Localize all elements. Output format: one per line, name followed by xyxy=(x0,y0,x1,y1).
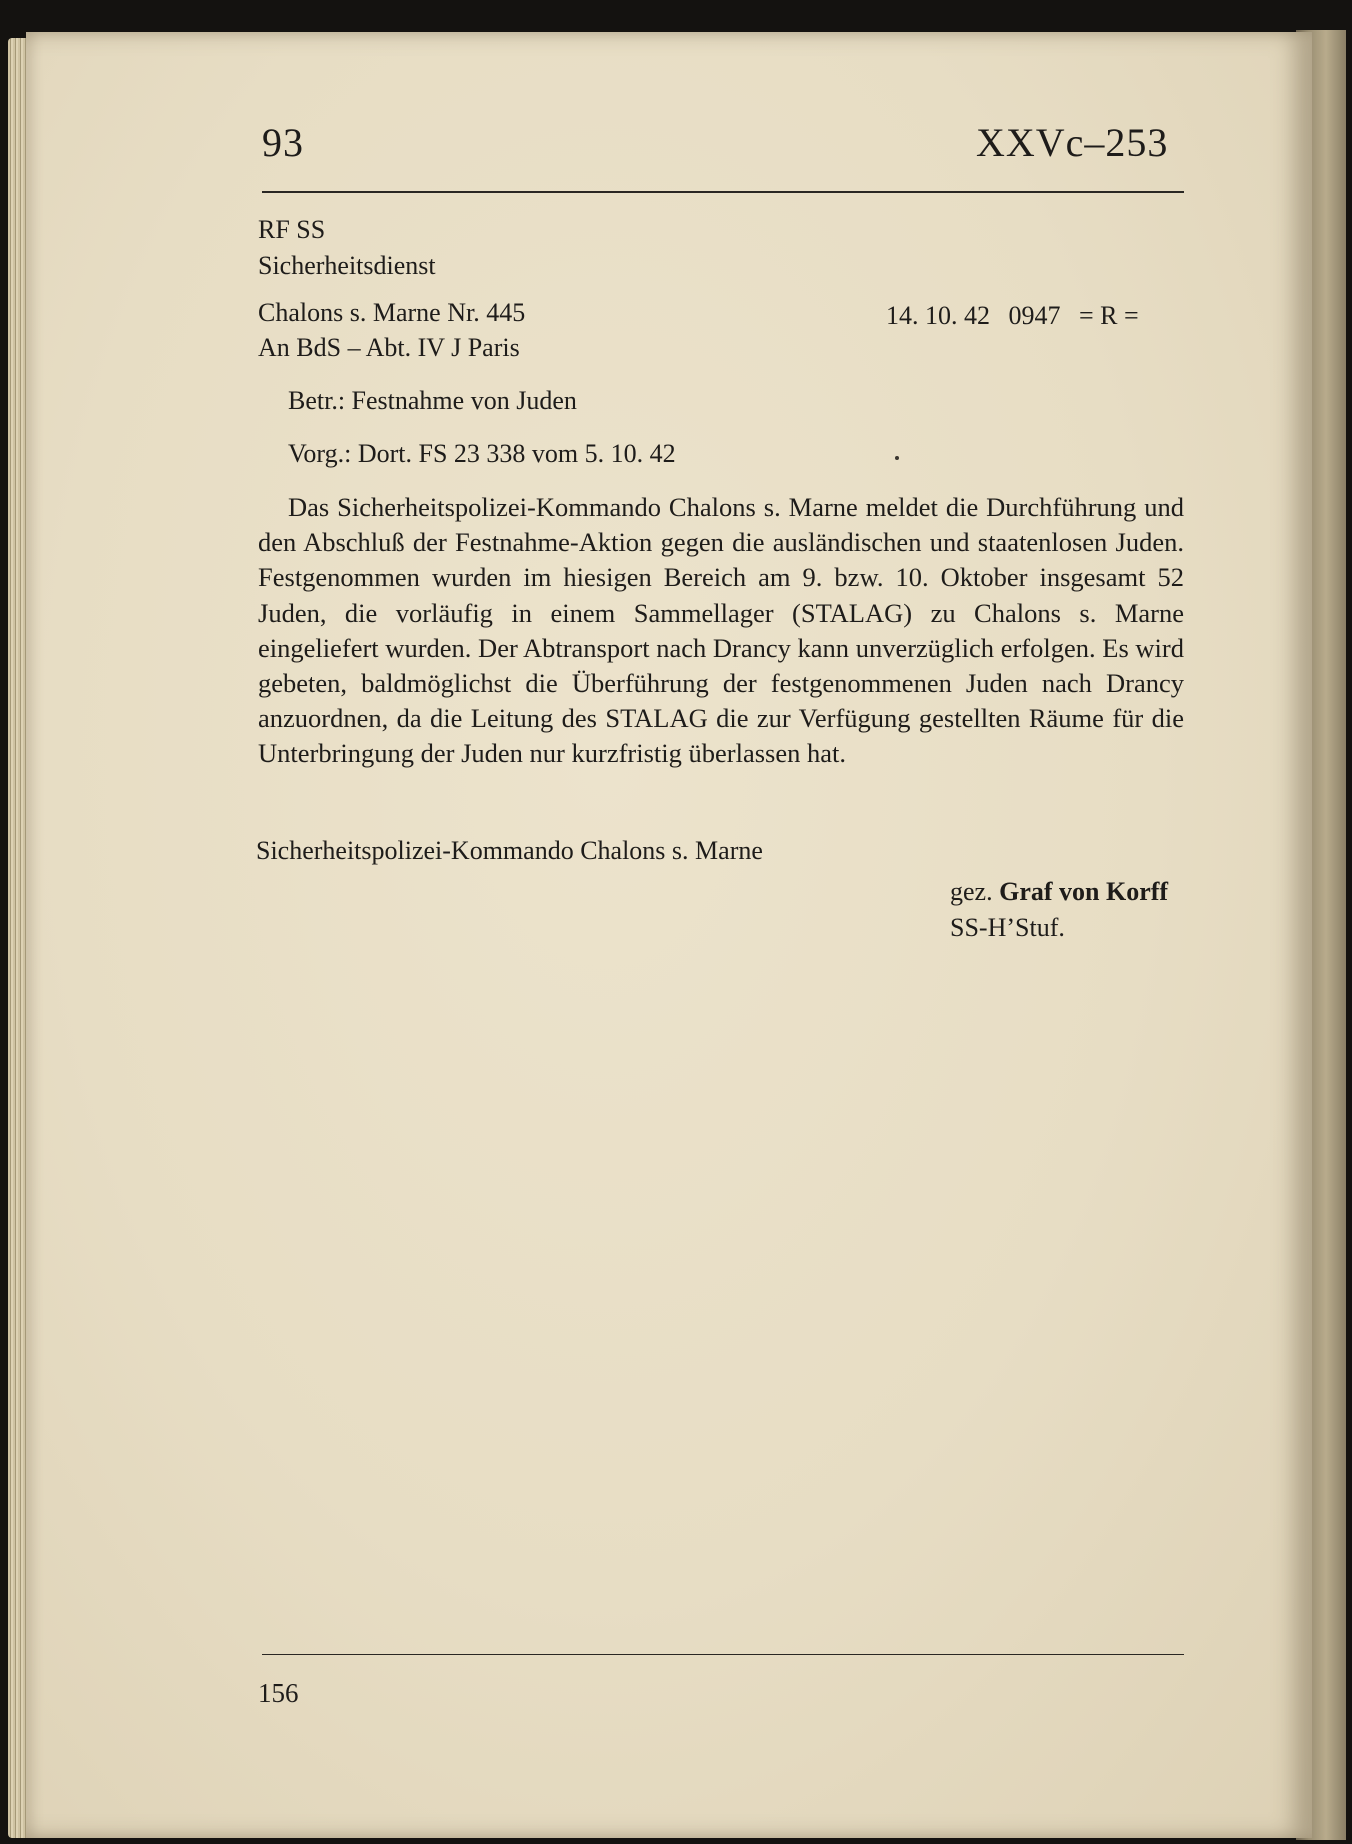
subject-line: Betr.: Festnahme von Juden xyxy=(288,386,577,415)
footer-rule xyxy=(262,1654,1184,1655)
signatory-name: Graf von Korff xyxy=(999,877,1169,906)
transmission-stamp xyxy=(886,298,1151,333)
message-body: Das Sicherheitspolizei-Kommando Chalons s. Marne meldet die Durchführung und den Abschluß der Festnahme-Aktion gegen die ausländischen und staatenlosen Juden. Festgenommen wurden im hiesigen Bereich am 9. bzw. 10. Oktober insgesamt 52 Juden, die vorläufig in einem Sammellager (STALAG) zu Chalons s. Marne eingeliefert wurden. Der Abtransport nach Drancy kann unverzüglich erfolgen. Es wird gebeten, baldmöglichst die Überführung der festgenommenen Juden nach Drancy anzuordnen, da die Leitung des STALAG die zur Verfügung gestellten Räume für die Unterbringung der Juden nur kurzfristig überlassen hat. xyxy=(258,492,1184,769)
transmission-time: 0947 xyxy=(1008,301,1061,330)
signed-prefix: gez. xyxy=(950,877,993,906)
header-rule xyxy=(262,191,1184,193)
transmission-code: = R = xyxy=(1079,301,1139,330)
ink-speck xyxy=(895,456,899,460)
signatory-rank: SS-H’Stuf. xyxy=(950,913,1065,942)
transmission-date: 14. 10. 42 xyxy=(886,301,990,330)
archive-reference: XXVc–253 xyxy=(976,120,1169,165)
signature-line xyxy=(950,874,1168,909)
document-number: 93 xyxy=(262,120,304,165)
recipient-line: An BdS – Abt. IV J Paris xyxy=(258,333,520,362)
reference-line: Vorg.: Dort. FS 23 338 vom 5. 10. 42 xyxy=(288,439,676,468)
sender-line-3: Chalons s. Marne Nr. 445 xyxy=(258,298,526,327)
sender-line-1: RF SS xyxy=(258,215,326,244)
page-number: 156 xyxy=(258,1678,299,1708)
closing-unit: Sicherheitspolizei-Kommando Chalons s. Marne xyxy=(256,836,763,865)
sender-line-2: Sicherheitsdienst xyxy=(258,251,436,280)
